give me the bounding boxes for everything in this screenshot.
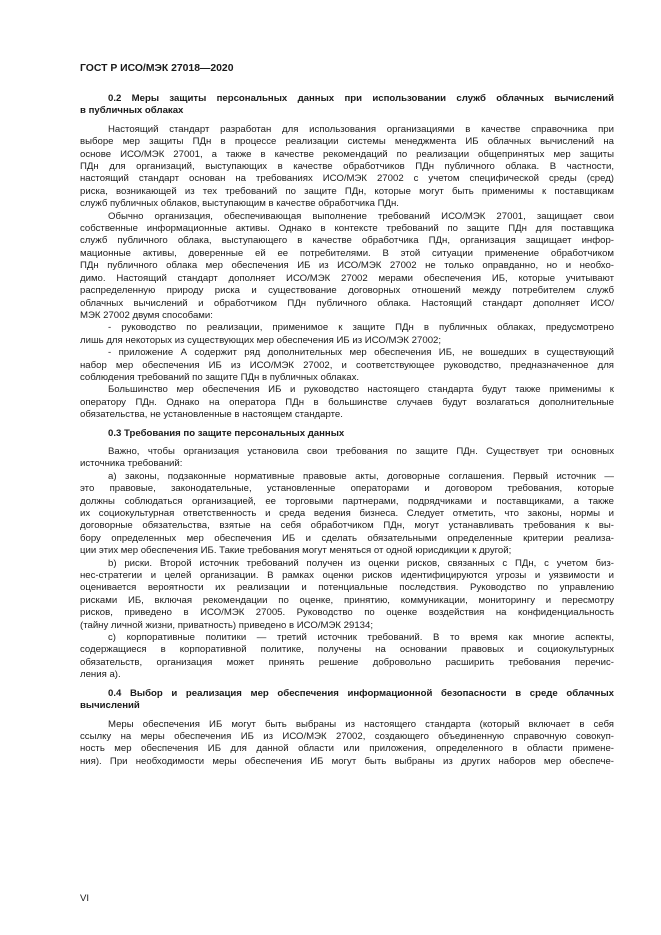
section-heading	[80, 688, 614, 713]
paragraph-line: источника требований:	[80, 458, 183, 470]
paragraph-line: содержащиеся в корпоративной политике, получены на основании правовых и социокультурных	[80, 644, 614, 656]
body-paragraph	[80, 471, 614, 558]
paragraph-line: МЭК 27002 двумя способами:	[80, 309, 213, 321]
section-heading	[80, 93, 614, 118]
paragraph-line: набор мер обеспечения ИБ из ИСО/МЭК 27002, и соответствующее руководство, предназначенное для	[80, 359, 614, 371]
paragraph-line: рисков, приведено в ИСО/МЭК 27005. Руководство по оценке воздействия на конфиденциальность	[80, 607, 614, 619]
paragraph-line: их социокультурная ответственность и среда ведения бизнеса. Следует отметить, что законы, нормы и	[80, 508, 614, 519]
paragraph-line: ления а).	[80, 669, 121, 681]
paragraph-line: облачных вычислений и обработчиком ПДн публичного облака. Настоящий стандарт дополняет ИСО/	[80, 297, 614, 309]
paragraph-line: это правовые, законодательные, установленные операторами и договором требования, которые	[80, 483, 614, 495]
heading-line: 0.3 Требования по защите персональных данных	[108, 427, 345, 439]
heading-line: вычислений	[80, 700, 140, 712]
paragraph-line: лишь для некоторых из существующих мер обеспечения ИБ из ИСО/МЭК 27002;	[80, 334, 442, 346]
paragraph-line: основе ИСО/МЭК 27001, а также в качестве рекомендаций по реализации общепринятых мер защиты	[80, 148, 614, 160]
document-code-header: ГОСТ Р ИСО/МЭК 27018—2020	[80, 63, 234, 74]
heading-line: 0.2 Меры защиты персональных данных при использовании служб облачных вычислений	[108, 93, 614, 104]
paragraph-line: обязательств, организация может принять решение добровольно расширить требования перечис-	[80, 656, 614, 668]
paragraph-line: договорные обязательства, взятые на себя обработчиком ПДн, могут устанавливать требования к вы-	[80, 520, 614, 532]
paragraph-line: мационные активы, доверенные ей ее потребителями. В этой ситуации применение обработчиком	[80, 247, 614, 259]
paragraph-line: ния). При необходимости меры обеспечения ИБ могут быть выбраны из других наборов мер обеспече-	[80, 755, 614, 767]
paragraph-line: (тайну личной жизни, приватность) приведено в ИСО/МЭК 29134;	[80, 619, 374, 631]
paragraph-line: распределенную природу риска и существование договорных отношений между потребителем служб	[80, 285, 614, 297]
paragraph-line: риска, возникающей из тех требований по защите ПДн, которые могут быть применимы к поставщикам	[80, 185, 614, 197]
body-paragraph	[80, 446, 614, 471]
paragraph-line: выборе мер защиты ПДн в процессе реализации системы менеджмента ИБ облачных вычислений на	[80, 136, 614, 148]
paragraph-line: Обычно организация, обеспечивающая выполнение требований ИСО/МЭК 27001, защищает свои	[108, 210, 614, 222]
section-heading	[80, 428, 614, 440]
paragraph-line: ность мер обеспечения ИБ для данной области или приложения, определенного в области примене-	[80, 743, 614, 755]
body-paragraph	[80, 384, 614, 421]
page-number: VI	[80, 893, 90, 904]
paragraph-line: Меры обеспечения ИБ могут быть выбраны из настоящего стандарта (который включает в себя	[108, 718, 614, 730]
paragraph-line: ПДн публичного облака мер обеспечения ИБ из ИСО/МЭК 27002 не только оправданно, но и необхо-	[80, 260, 614, 272]
paragraph-line: служб публичных облаков, выступающим в качестве обработчика ПДн.	[80, 198, 399, 210]
paragraph-line: нес-стратегии и целей организации. В рамках оценки рисков идентифицируются угрозы и уязвимости и	[80, 570, 614, 582]
paragraph-line: бору определенных мер обеспечения ИБ и сделать обязательными определенные критерии реализа-	[80, 532, 614, 544]
paragraph-line: ссылку на меры обеспечения ИБ из ИСО/МЭК 27002, создающего объединенную справочную совокуп-	[80, 730, 614, 742]
paragraph-line: соблюдения требований по защите ПДн в публичных облаках.	[80, 371, 360, 383]
paragraph-line: Большинство мер обеспечения ИБ и руководство настоящего стандарта будут также применимы к	[108, 384, 614, 396]
paragraph-line: оценивается вероятности их реализации и потенциальные последствия. Руководство по управлению	[80, 582, 614, 594]
paragraph-line: ции этих мер обеспечения ИБ. Такие требования могут меняться от одной юрисдикции к другой;	[80, 545, 512, 557]
body-paragraph	[80, 124, 614, 211]
paragraph-line: служб публичного облака, выступающего в качестве обработчика ПДн, организация защищает инфор-	[80, 235, 614, 247]
paragraph-line: оператору ПДн. Однако на оператора ПДн в большинстве случаев будут возлагаться дополнительные	[80, 396, 614, 408]
paragraph-line: - руководство по реализации, применимое к защите ПДн в публичных облаках, предусмотрено	[108, 322, 614, 334]
body-paragraph	[80, 211, 614, 323]
paragraph-line: ПДн для организаций, выступающих в качестве обработчиков ПДн публичного облака. В частности,	[80, 161, 614, 173]
paragraph-line: рисками ИБ, включая рекомендации по оценке, принятию, коммуникации, мониторингу и пересмотру	[80, 594, 614, 606]
heading-line: 0.4 Выбор и реализация мер обеспечения информационной безопасности в среде облачных	[108, 687, 614, 699]
body-paragraph	[80, 322, 614, 347]
paragraph-line: - приложение А содержит ряд дополнительных мер обеспечения ИБ, не вошедших в существующий	[108, 347, 614, 359]
paragraph-line: обязательства, не установленные в настоящем стандарте.	[80, 409, 343, 421]
paragraph-line: Настоящий стандарт разработан для использования организациями в качестве справочника при	[108, 123, 614, 135]
body-paragraph	[80, 347, 614, 384]
document-body	[80, 93, 614, 768]
body-paragraph	[80, 558, 614, 632]
paragraph-line: должны соблюдаться организацией, ее торговыми партнерами, подрядчиками и поставщиками, а также	[80, 495, 614, 507]
paragraph-line: Важно, чтобы организация установила свои требования по защите ПДн. Существует три основных	[108, 445, 614, 457]
paragraph-line: с) корпоративные политики — третий источник требований. В то время как многие аспекты,	[108, 632, 614, 644]
heading-line: в публичных облаках	[80, 105, 184, 117]
paragraph-line: настоящий стандарт основан на требованиях ИСО/МЭК 27002 с учетом специфической среды (сред)	[80, 173, 614, 185]
paragraph-line: димо. Настоящий стандарт дополняет ИСО/МЭК 27002 мерами обеспечения ИБ, которые учитывают	[80, 272, 614, 284]
body-paragraph	[80, 719, 614, 769]
paragraph-line: b) риски. Второй источник требований получен из оценки рисков, связанных с ПДн, с учетом биз-	[108, 557, 614, 569]
paragraph-line: а) законы, подзаконные нормативные правовые акты, договорные соглашения. Первый источник —	[108, 470, 614, 482]
body-paragraph	[80, 632, 614, 682]
paragraph-line: собственные информационные активы. Однако в контексте требований по защите ПДн для поставщика	[80, 223, 614, 235]
